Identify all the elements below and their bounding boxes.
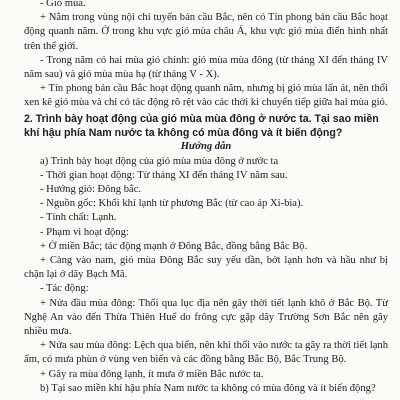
text-line: - Gió mùa.: [40, 0, 86, 9]
text-line: - Tính chất: Lạnh.: [40, 212, 117, 224]
paragraph: + Nằm trong vùng nội chí tuyến bán cầu Bắc, nên có Tín phong bán cầu Bắc hoạt động quanh năm. Ở trong khu vực gió mùa châu Á, khu vực gió mùa điển hình nhất trên thế giới.: [24, 12, 388, 52]
paragraph: + Nửa sau mùa đông: Lệch qua biển, nên khi thổi vào nước ta gây ra thời tiết lạnh ẩm, có mưa phùn ở vùng ven biển và các đồng bằng Bắc Bộ, Bắc Trung Bộ.: [24, 340, 388, 366]
paragraph: - Trong năm có hai mùa gió chính: gió mùa mùa đông (từ tháng XI đến tháng IV năm sau) và gió mùa mùa hạ (từ tháng V - X).: [24, 54, 388, 81]
paragraph: + Càng vào nam, gió mùa Đông Bắc suy yếu dần, bớt lạnh hơn và hầu như bị chặn lại ở dãy Bạch Mã.: [24, 255, 388, 281]
paragraph: + Nửa đầu mùa đông: Thổi qua lục địa nên gây thời tiết lạnh khô ở Bắc Bộ. Từ Nghệ An vào đến Thừa Thiên Huế do frông cực gặp dãy Trường Sơn Bắc nên gây nhiều mưa.: [24, 297, 388, 338]
guide-heading: Hướng dẫn: [180, 141, 232, 153]
text-line: - Hướng gió: Đông bắc.: [40, 184, 142, 196]
paragraph: + Tín phong bán cầu Bắc hoạt động quanh năm, nhưng bị gió mùa lấn át, nên thổi xen kẽ gió mùa và chỉ có tác động rõ rệt vào các thời kì chuyển tiếp giữa hai mùa gió.: [24, 83, 388, 109]
text-line: - Phạm vi hoạt động:: [40, 226, 129, 238]
subheading: a) Trình bày hoạt động của gió mùa mùa đông ở nước ta: [40, 155, 279, 167]
text-line: - Tác động:: [40, 283, 89, 295]
question-heading: 2. Trình bày hoạt động của gió mùa mùa đông ở nước ta. Tại sao miền khí hậu phía Nam nước ta không có mùa đông và ít biến động?: [24, 112, 379, 140]
text-line: - Thời gian hoạt động: Từ tháng XI đến tháng IV năm sau.: [40, 169, 288, 181]
text-line: + Ở miền Bắc; tác động mạnh ở Đông Bắc, đồng bằng Bắc Bộ.: [40, 240, 308, 252]
text-line: + Gây ra mùa đông lạnh, ít mưa ở miền Bắc nước ta.: [40, 368, 264, 380]
text-line: - Nguồn gốc: Khối khí lạnh từ phương Bắc (từ cao áp Xi-bia).: [40, 198, 304, 210]
subheading: b) Tại sao miền khí hậu phía Nam nước ta không có mùa đông và ít biến động?: [40, 382, 376, 394]
